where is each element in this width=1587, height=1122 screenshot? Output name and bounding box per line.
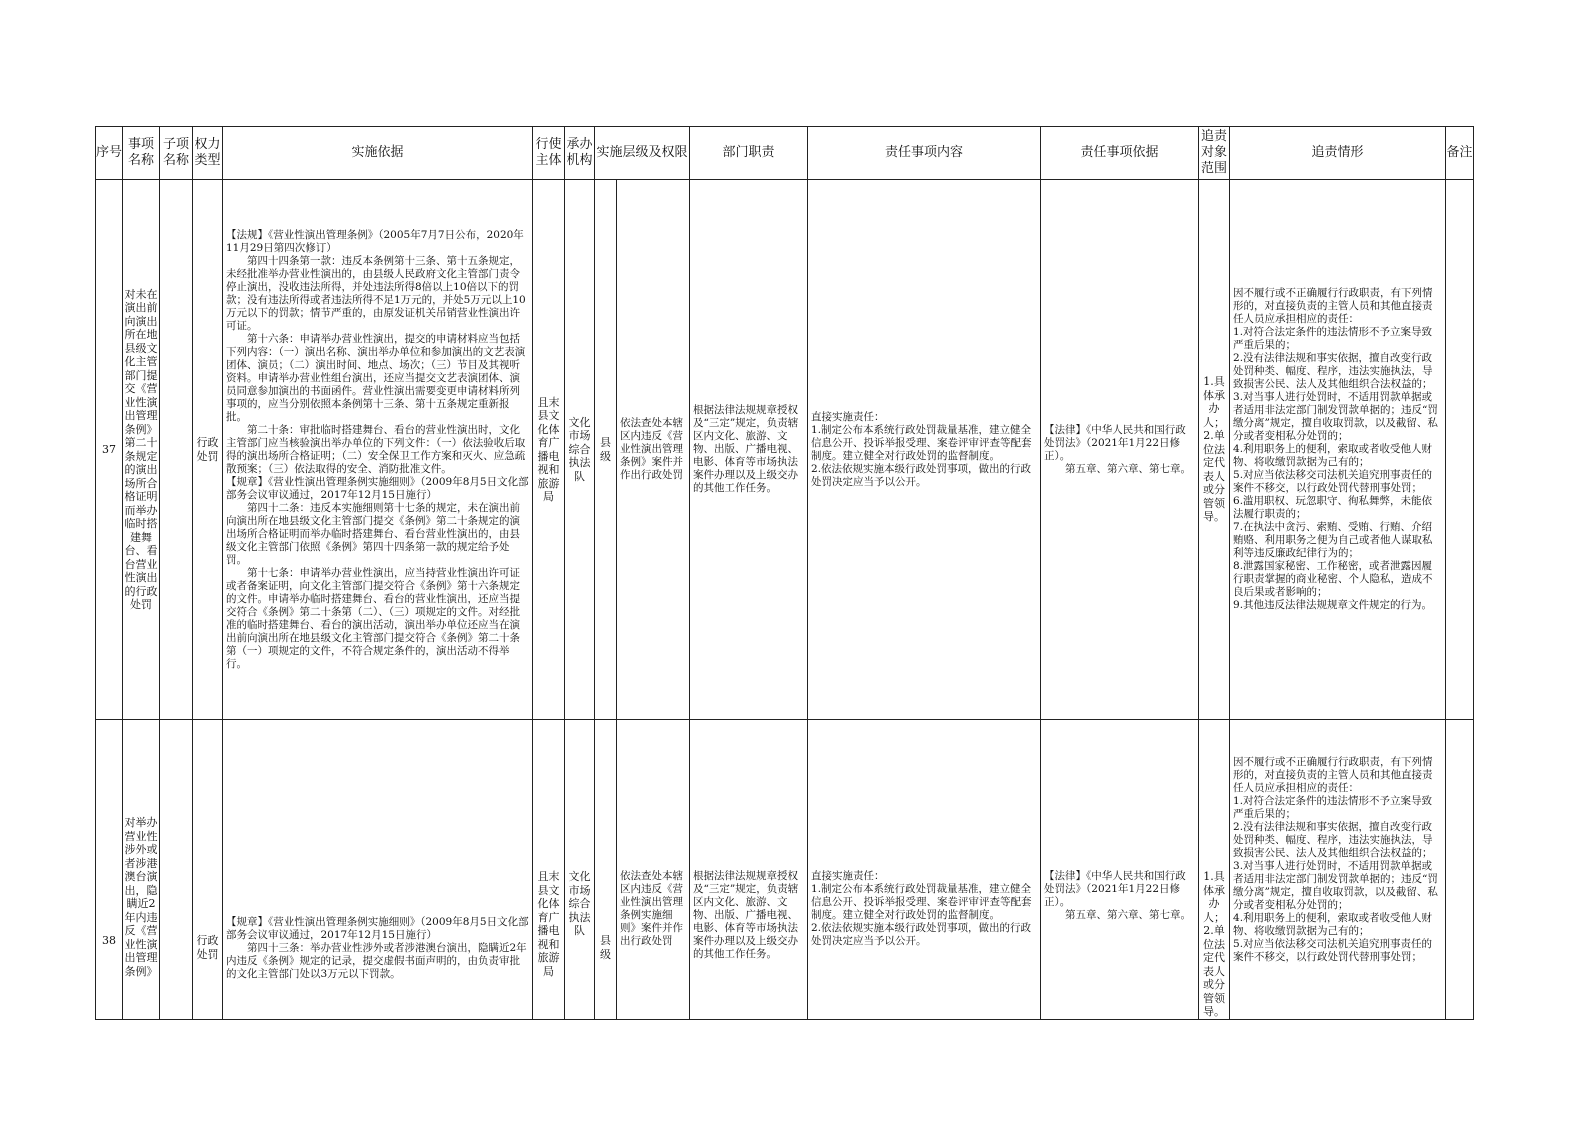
- level-cell: 县级: [595, 180, 617, 720]
- seq-cell: 38: [96, 720, 123, 1020]
- header-resp-content: 责任事项内容: [808, 127, 1041, 180]
- header-agency: 承办机构: [565, 127, 595, 180]
- basis-paragraph: 第十六条：申请举办营业性演出，提交的申请材料应当包括下列内容：（一）演出名称、演出举办单位和参加演出的文艺表演团体、演员；（二）演出时间、地点、场次；（三）节目及其视听资料。申请举办营业性组台演出，还应当提交文艺表演团体、演员同意参加演出的书面函件。营业性演出需要变更申请材料所列事项的，应当分别依照本条例第十三条、第十五条规定重新报批。: [226, 332, 526, 423]
- resp-content-line: 直接实施责任：: [811, 870, 885, 882]
- situation-line: 6.滥用职权、玩忽职守、徇私舞弊，未能依法履行职责的；: [1233, 495, 1433, 520]
- situation-cell: [1230, 180, 1446, 720]
- resp-content-cell: [808, 720, 1041, 1020]
- header-row: [96, 127, 1474, 180]
- situation-line: 7.在执法中贪污、索贿、受贿、行贿、介绍贿赂、利用职务之便为自己或者他人谋取私利等违反廉政纪律行为的；: [1233, 521, 1433, 559]
- header-subject: 行使主体: [533, 127, 565, 180]
- scope-cell: 1.具体承办人；2.单位法定代表人或分管领导。: [1199, 720, 1230, 1020]
- basis-paragraph: 【规章】《营业性演出管理条例实施细则》（2009年8月5日文化部部务会议审议通过，2017年12月15日施行）: [226, 916, 529, 941]
- power-type-cell: 行政处罚: [193, 720, 223, 1020]
- resp-content-line: 1.制定公布本系统行政处罚裁量基准，建立健全信息公开、投诉举报受理、案卷评审评查等配套制度。建立健全对行政处罚的监督制度。: [811, 883, 1032, 921]
- resp-basis-line: 第五章、第六章、第七章。: [1065, 909, 1192, 921]
- seq-cell: 37: [96, 180, 123, 720]
- sub-name-cell: [160, 720, 193, 1020]
- situation-cell: [1230, 720, 1446, 1020]
- header-situation: 追责情形: [1230, 127, 1446, 180]
- situation-line: 8.泄露国家秘密、工作秘密，或者泄露因履行职责掌握的商业秘密、个人隐私，造成不良后果或者影响的；: [1233, 560, 1433, 598]
- responsibility-table: [95, 126, 1474, 1020]
- situation-line: 1.对符合法定条件的违法情形不予立案导致严重后果的；: [1233, 795, 1433, 820]
- header-item-name: 事项名称: [123, 127, 160, 180]
- resp-basis-line: 【法律】《中华人民共和国行政处罚法》（2021年1月22日修正）。: [1044, 423, 1186, 462]
- situation-line: 4.利用职务上的便利，索取或者收受他人财物、将收缴罚款据为己有的；: [1233, 443, 1433, 468]
- basis-paragraph: 第十七条：申请举办营业性演出，应当持营业性演出许可证或者备案证明，向文化主管部门提交符合《条例》第十六条规定的文件。申请举办临时搭建舞台、看台的营业性演出，还应当提交符合《条例》第二十条第（二）、（三）项规定的文件。对经批准的临时搭建舞台、看台的演出活动，演出举办单位还应当在演出前向演出所在地县级文化主管部门提交符合《条例》第二十条第（一）项规定的文件，不符合规定条件的，演出活动不得举行。: [226, 566, 520, 670]
- resp-content-cell: [808, 180, 1041, 720]
- situation-line: 1.对符合法定条件的违法情形不予立案导致严重后果的；: [1233, 326, 1433, 351]
- item-name-cell: 对举办营业性涉外或者涉港澳台演出，隐瞒近2年内违反《营业性演出管理条例》: [123, 720, 160, 1020]
- header-power-type: 权力类型: [193, 127, 223, 180]
- remark-cell: [1446, 180, 1474, 720]
- table-row: [96, 180, 1474, 720]
- situation-line: 4.利用职务上的便利，索取或者收受他人财物、将收缴罚款据为己有的；: [1233, 912, 1433, 937]
- situation-line: 2.没有法律法规和事实依据，擅自改变行政处罚种类、幅度、程序，违法实施执法，导致损害公民、法人及其他组织合法权益的；: [1233, 352, 1433, 390]
- situation-line: 2.没有法律法规和事实依据，擅自改变行政处罚种类、幅度、程序，违法实施执法，导致损害公民、法人及其他组织合法权益的；: [1233, 821, 1433, 859]
- agency-cell: 文化市场综合执法队: [565, 720, 595, 1020]
- basis-paragraph: 第四十四条第一款：违反本条例第十三条、第十五条规定，未经批准举办营业性演出的，由县级人民政府文化主管部门责令停止演出，没收违法所得，并处违法所得8倍以上10倍以下的罚款；没有违法所得或者违法所得不足1万元的，并处5万元以上10万元以下的罚款；情节严重的，由原发证机关吊销营业性演出许可证。: [226, 254, 526, 332]
- subject-cell: 且末县文化体育广播电视和旅游局: [533, 720, 565, 1020]
- header-seq: 序号: [96, 127, 123, 180]
- duty-cell: 根据法律法规规章授权及“三定”规定，负责辖区内文化、旅游、文物、出版、广播电视、电影、体育等市场执法案件办理以及上级交办的其他工作任务。: [690, 180, 808, 720]
- level-desc-cell: 依法查处本辖区内违反《营业性演出管理条例》案件并作出行政处罚: [617, 180, 690, 720]
- situation-line: 9.其他违反法律法规规章文件规定的行为。: [1233, 599, 1433, 611]
- resp-basis-cell: [1041, 180, 1199, 720]
- resp-content-line: 2.依法依规实施本级行政处罚事项，做出的行政处罚决定应当予以公开。: [811, 462, 1032, 488]
- situation-line: 因不履行或不正确履行行政职责，有下列情形的，对直接负责的主管人员和其他直接责任人员应承担相应的责任：: [1233, 756, 1433, 794]
- level-cell: 县级: [595, 720, 617, 1020]
- situation-line: 3.对当事人进行处罚时，不适用罚款单据或者适用非法定部门制发罚款单据的；违反“罚缴分离”规定，擅自收取罚款，以及截留、私分或者变相私分处罚的；: [1233, 391, 1438, 442]
- scope-cell: 1.具体承办人；2.单位法定代表人或分管领导。: [1199, 180, 1230, 720]
- resp-content-line: 2.依法依规实施本级行政处罚事项，做出的行政处罚决定应当予以公开。: [811, 922, 1032, 947]
- header-duty: 部门职责: [690, 127, 808, 180]
- basis-paragraph: 第四十三条：举办营业性涉外或者涉港澳台演出，隐瞒近2年内违反《条例》规定的记录，提交虚假书面声明的，由负责审批的文化主管部门处以3万元以下罚款。: [226, 942, 527, 980]
- situation-line: 3.对当事人进行处罚时，不适用罚款单据或者适用非法定部门制发罚款单据的；违反“罚缴分离”规定，擅自收取罚款，以及截留、私分或者变相私分处罚的；: [1233, 860, 1438, 911]
- level-desc-cell: 依法查处本辖区内违反《营业性演出管理条例实施细则》案件并作出行政处罚: [617, 720, 690, 1020]
- agency-cell: 文化市场综合执法队: [565, 180, 595, 720]
- basis-paragraph: 【规章】《营业性演出管理条例实施细则》（2009年8月5日文化部部务会议审议通过，2017年12月15日施行）: [226, 475, 529, 501]
- power-type-cell: 行政处罚: [193, 180, 223, 720]
- header-sub-name: 子项名称: [160, 127, 193, 180]
- situation-line: 5.对应当依法移交司法机关追究刑事责任的案件不移交，以行政处罚代替刑事处罚；: [1233, 469, 1433, 494]
- table-row: [96, 720, 1474, 1020]
- situation-line: 5.对应当依法移交司法机关追究刑事责任的案件不移交，以行政处罚代替刑事处罚；: [1233, 938, 1433, 963]
- basis-cell: [223, 180, 533, 720]
- header-remark: 备注: [1446, 127, 1474, 180]
- basis-cell: [223, 720, 533, 1020]
- resp-content-line: 直接实施责任：: [811, 410, 885, 423]
- header-basis: 实施依据: [223, 127, 533, 180]
- sub-name-cell: [160, 180, 193, 720]
- resp-basis-line: 【法律】《中华人民共和国行政处罚法》（2021年1月22日修正）。: [1044, 870, 1186, 908]
- situation-line: 因不履行或不正确履行行政职责，有下列情形的，对直接负责的主管人员和其他直接责任人员应承担相应的责任：: [1233, 287, 1433, 325]
- header-level: 实施层级及权限: [595, 127, 690, 180]
- header-scope: 追责对象范围: [1199, 127, 1230, 180]
- item-name-cell: 对未在演出前向演出所在地县级文化主管部门提交《营业性演出管理条例》第二十条规定的演出场所合格证明而举办临时搭建舞台、看台营业性演出的行政处罚: [123, 180, 160, 720]
- resp-basis-line: 第五章、第六章、第七章。: [1065, 462, 1192, 475]
- responsibility-list-sheet: [95, 126, 1473, 1018]
- resp-content-line: 1.制定公布本系统行政处罚裁量基准，建立健全信息公开、投诉举报受理、案卷评审评查等配套制度。建立健全对行政处罚的监督制度。: [811, 423, 1032, 462]
- basis-paragraph: 第四十二条：违反本实施细则第十七条的规定，未在演出前向演出所在地县级文化主管部门提交《条例》第二十条规定的演出场所合格证明而举办临时搭建舞台、看台营业性演出的，由县级文化主管部门依照《条例》第四十四条第一款的规定给予处罚。: [226, 501, 520, 566]
- basis-paragraph: 【法规】《营业性演出管理条例》（2005年7月7日公布，2020年11月29日第四次修订）: [226, 228, 524, 254]
- resp-basis-cell: [1041, 720, 1199, 1020]
- duty-cell: 根据法律法规规章授权及“三定”规定，负责辖区内文化、旅游、文物、出版、广播电视、电影、体育等市场执法案件办理以及上级交办的其他工作任务。: [690, 720, 808, 1020]
- basis-paragraph: 第二十条：审批临时搭建舞台、看台的营业性演出时，文化主管部门应当核验演出举办单位的下列文件：（一）依法验收后取得的演出场所合格证明；（二）安全保卫工作方案和灭火、应急疏散预案；（三）依法取得的安全、消防批准文件。: [226, 423, 526, 475]
- remark-cell: [1446, 720, 1474, 1020]
- header-resp-basis: 责任事项依据: [1041, 127, 1199, 180]
- subject-cell: 且末县文化体育广播电视和旅游局: [533, 180, 565, 720]
